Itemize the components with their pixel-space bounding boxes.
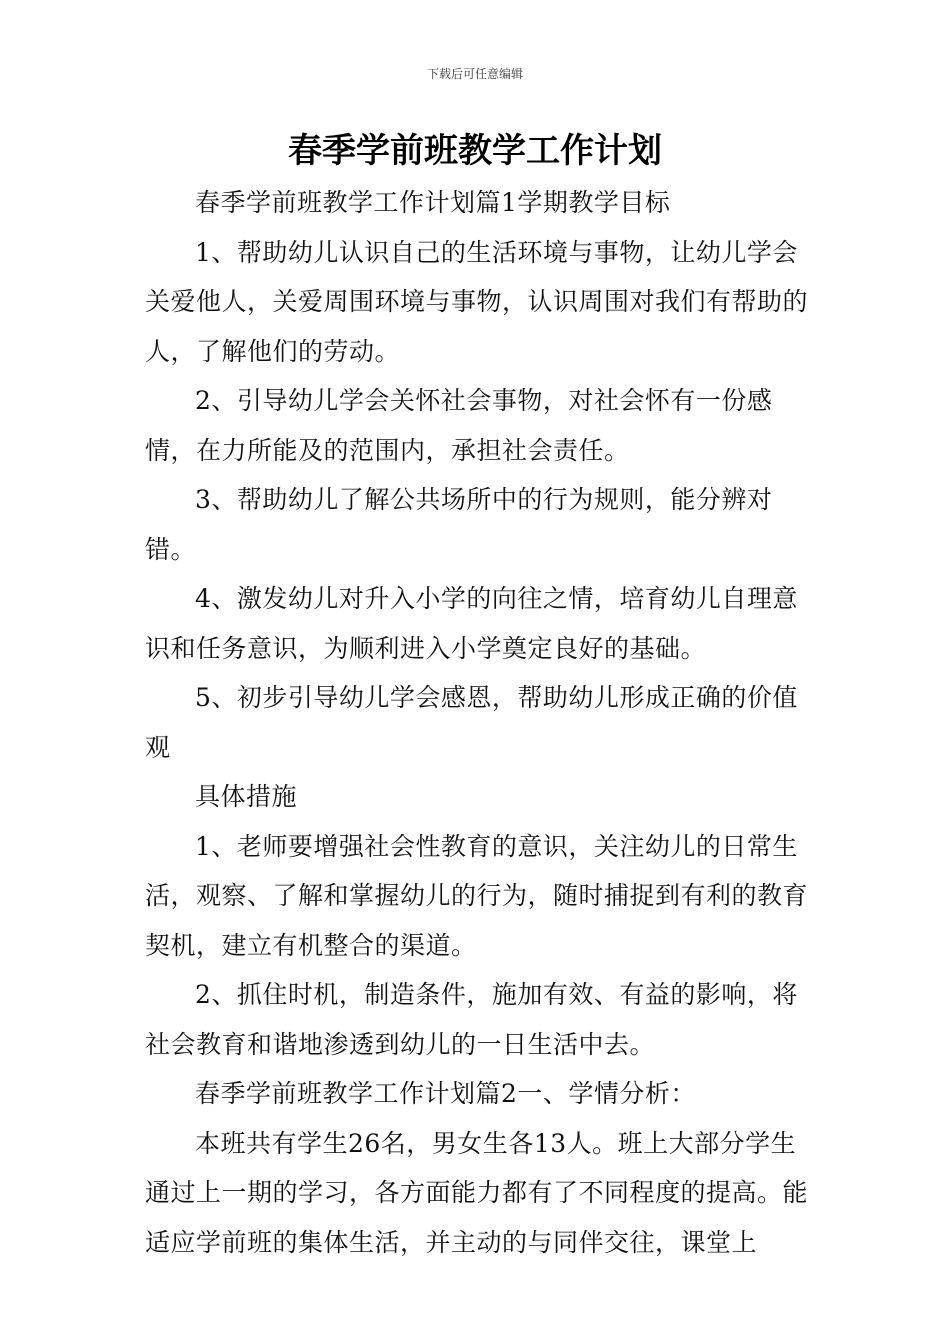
paragraph-measure-2: 2、抓住时机，制造条件，施加有效、有益的影响，将社会教育和谐地渗透到幼儿的一日生活中去。 <box>145 980 798 1059</box>
paragraph-intro-1: 春季学前班教学工作计划篇1学期教学目标 <box>195 188 671 217</box>
paragraph-goal-2: 2、引导幼儿学会关怀社会事物，对社会怀有一份感情，在力所能及的范围内，承担社会责任。 <box>145 386 773 465</box>
paragraph-analysis: 本班共有学生26名，男女生各13人。班上大部分学生通过上一期的学习，各方面能力都有了不同程度的提高。能适应学前班的集体生活，并主动的与同伴交往，课堂上 <box>145 1128 809 1257</box>
document-body <box>145 178 810 1267</box>
header-note: 下载后可任意编辑 <box>426 67 523 81</box>
paragraph-goal-5: 5、初步引导幼儿学会感恩，帮助幼儿形成正确的价值观 <box>145 683 798 762</box>
paragraph-goal-4: 4、激发幼儿对升入小学的向往之情，培育幼儿自理意识和任务意识，为顺利进入小学奠定良好的基础。 <box>145 584 798 663</box>
paragraph-goal-1: 1、帮助幼儿认识自己的生活环境与事物，让幼儿学会关爱他人，关爱周围环境与事物，认识周围对我们有帮助的人，了解他们的劳动。 <box>145 237 809 366</box>
paragraph-intro-2: 春季学前班教学工作计划篇2一、学情分析： <box>195 1079 696 1108</box>
section-heading-measures: 具体措施 <box>195 782 298 811</box>
document-title: 春季学前班教学工作计划 <box>288 131 662 171</box>
paragraph-goal-3: 3、帮助幼儿了解公共场所中的行为规则，能分辨对错。 <box>145 485 773 564</box>
paragraph-measure-1: 1、老师要增强社会性教育的意识，关注幼儿的日常生活，观察、了解和掌握幼儿的行为，随时捕捉到有利的教育契机，建立有机整合的渠道。 <box>145 831 809 960</box>
